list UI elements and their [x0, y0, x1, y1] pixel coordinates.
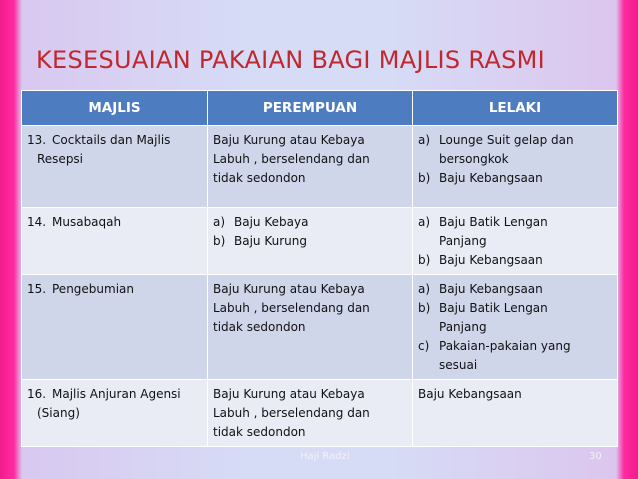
- cell-lelaki: [413, 275, 618, 380]
- table-row: [22, 208, 618, 275]
- list-item: [418, 337, 613, 375]
- lelaki-line: Baju Batik Lengan: [439, 301, 548, 315]
- lelaki-line: Panjang: [439, 320, 487, 334]
- list-marker: b): [418, 171, 431, 185]
- cell-lelaki: [413, 126, 618, 208]
- list-item: [418, 280, 613, 299]
- list-marker: a): [418, 215, 431, 229]
- row-number: 15.: [27, 282, 47, 296]
- lelaki-line: Pakaian-pakaian yang: [439, 339, 571, 353]
- table-row: [22, 380, 618, 447]
- page-number: 30: [589, 451, 602, 462]
- list-item: [418, 251, 613, 270]
- perempuan-line: Labuh , berselendang dan: [213, 406, 370, 420]
- header-lelaki: LELAKI: [413, 91, 618, 126]
- list-item: [213, 232, 408, 251]
- row-number: 13.: [27, 133, 47, 147]
- header-majlis: MAJLIS: [22, 91, 208, 126]
- list-item: [418, 131, 613, 169]
- lelaki-line: sesuai: [439, 358, 478, 372]
- list-item: [213, 213, 408, 232]
- list-marker: a): [418, 282, 431, 296]
- table-header-row: [22, 91, 618, 126]
- perempuan-line: tidak sedondon: [213, 320, 306, 334]
- list-item: [418, 169, 613, 188]
- list-item: [418, 213, 613, 251]
- lelaki-line: bersongkok: [439, 152, 509, 166]
- perempuan-line: Baju Kurung atau Kebaya: [213, 282, 365, 296]
- list-marker: b): [213, 234, 226, 248]
- cell-lelaki: [413, 380, 618, 447]
- list-marker: a): [418, 133, 431, 147]
- lelaki-line: Lounge Suit gelap dan: [439, 133, 574, 147]
- perempuan-line: Labuh , berselendang dan: [213, 152, 370, 166]
- lelaki-line: Baju Kebangsaan: [439, 282, 543, 296]
- footer-author: Haji Radzi: [300, 451, 350, 462]
- cell-perempuan: [208, 126, 413, 208]
- cell-majlis: [22, 275, 208, 380]
- perempuan-line: tidak sedondon: [213, 171, 306, 185]
- majlis-name: Musabaqah: [52, 215, 122, 229]
- lelaki-line: Panjang: [439, 234, 487, 248]
- cell-perempuan: [208, 380, 413, 447]
- cell-perempuan: [208, 275, 413, 380]
- lelaki-line: Baju Kebangsaan: [439, 171, 543, 185]
- slide-title: KESESUAIAN PAKAIAN BAGI MAJLIS RASMI: [36, 46, 545, 74]
- row-number: 14.: [27, 215, 47, 229]
- perempuan-line: Baju Kurung atau Kebaya: [213, 387, 365, 401]
- cell-lelaki: [413, 208, 618, 275]
- majlis-name-cont: (Siang): [37, 406, 80, 420]
- cell-perempuan: [208, 208, 413, 275]
- list-marker: b): [418, 301, 431, 315]
- perempuan-line: Baju Kebaya: [234, 215, 309, 229]
- table-row: [22, 275, 618, 380]
- row-number: 16.: [27, 387, 47, 401]
- list-item: [418, 299, 613, 337]
- list-marker: c): [418, 339, 430, 353]
- majlis-name: Pengebumian: [52, 282, 135, 296]
- majlis-name: Majlis Anjuran Agensi: [52, 387, 181, 401]
- perempuan-line: tidak sedondon: [213, 425, 306, 439]
- dress-code-table: [21, 90, 618, 447]
- perempuan-line: Baju Kurung atau Kebaya: [213, 133, 365, 147]
- list-marker: b): [418, 253, 431, 267]
- lelaki-line: Baju Kebangsaan: [439, 253, 543, 267]
- majlis-name: Cocktails dan Majlis: [52, 133, 171, 147]
- cell-majlis: [22, 380, 208, 447]
- perempuan-line: Baju Kurung: [234, 234, 307, 248]
- perempuan-line: Labuh , berselendang dan: [213, 301, 370, 315]
- lelaki-line: Baju Kebangsaan: [418, 387, 522, 401]
- cell-majlis: [22, 126, 208, 208]
- list-marker: a): [213, 215, 226, 229]
- table-row: [22, 126, 618, 208]
- cell-majlis: [22, 208, 208, 275]
- lelaki-line: Baju Batik Lengan: [439, 215, 548, 229]
- header-perempuan: PEREMPUAN: [208, 91, 413, 126]
- majlis-name-cont: Resepsi: [37, 152, 84, 166]
